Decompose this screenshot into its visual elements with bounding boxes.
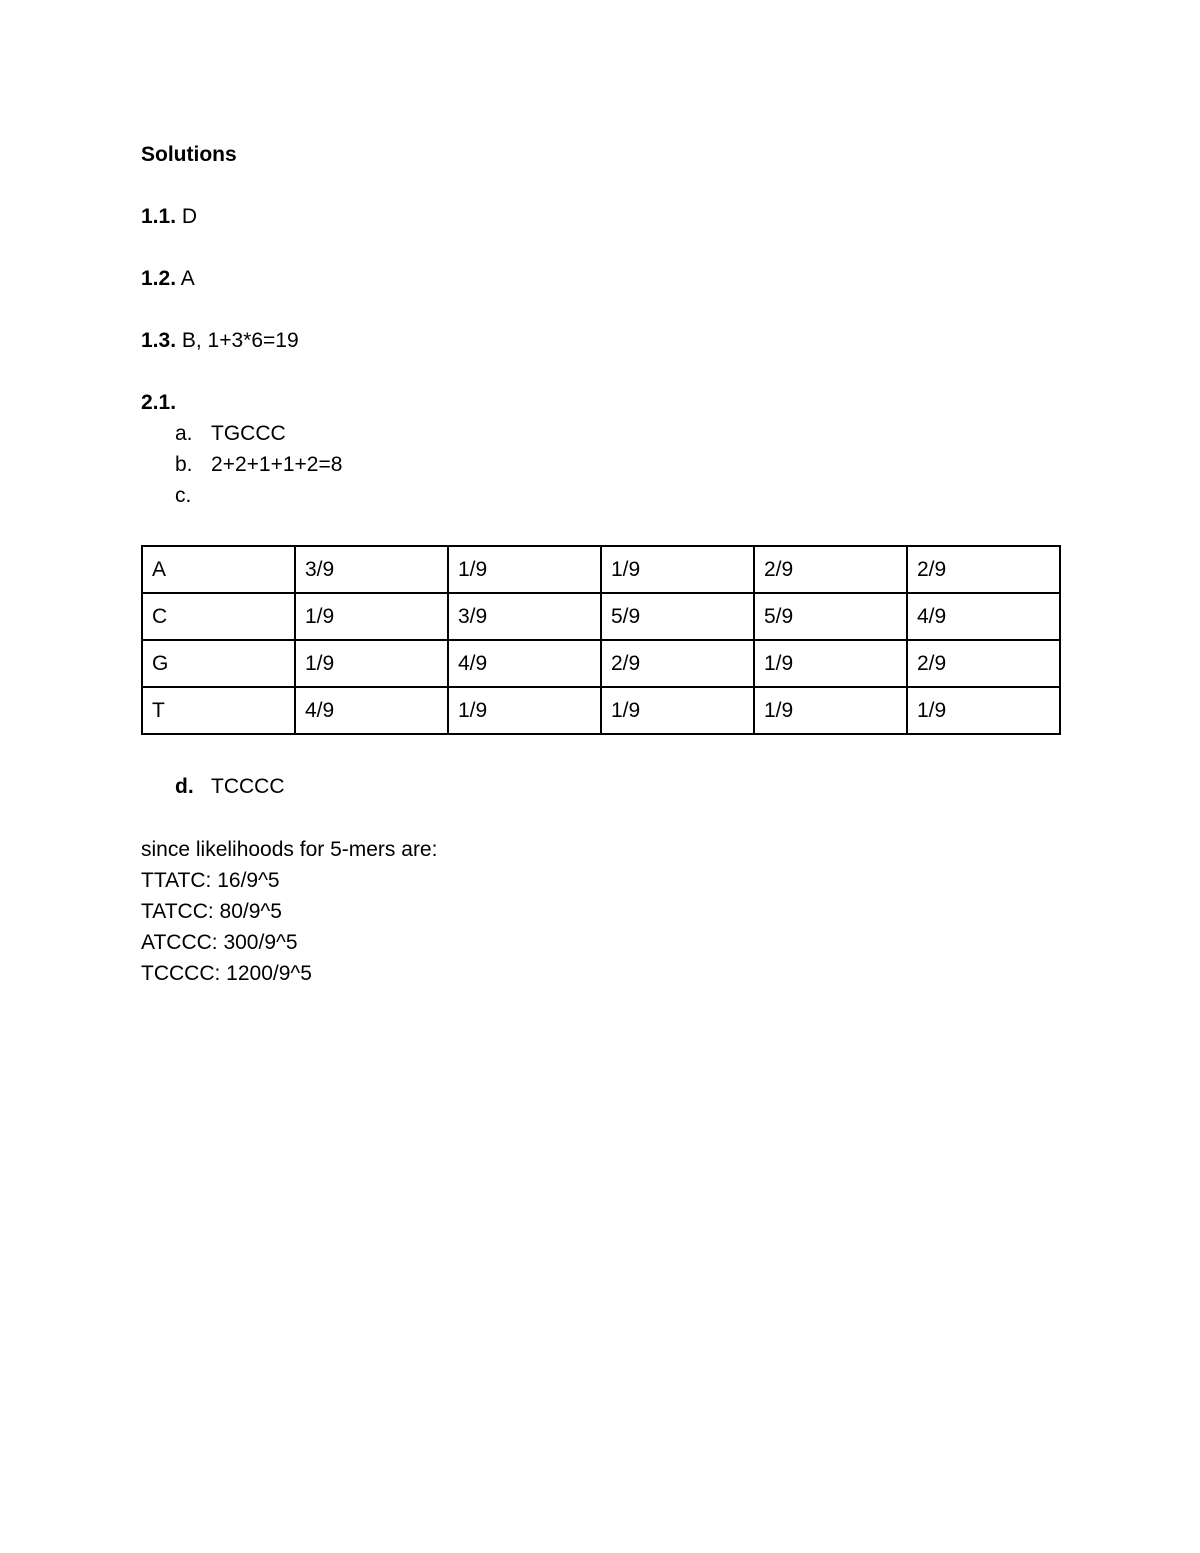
table-row (142, 546, 1060, 593)
table-row (142, 593, 1060, 640)
table-cell: 1/9 (601, 687, 754, 734)
table-cell: 4/9 (907, 593, 1060, 640)
table-cell: 5/9 (754, 593, 907, 640)
table-cell: 4/9 (448, 640, 601, 687)
likelihood-line: TCCCC: 1200/9^5 (141, 962, 312, 985)
answer-text: B, 1+3*6=19 (176, 329, 299, 352)
answer-1-2 (141, 267, 195, 291)
profile-table (141, 545, 1061, 735)
table-cell: 5/9 (601, 593, 754, 640)
question-2-1-number: 2.1. (141, 391, 177, 414)
table-cell: 1/9 (754, 640, 907, 687)
likelihood-line: TTATC: 16/9^5 (141, 869, 280, 892)
table-cell: 3/9 (295, 546, 448, 593)
answer-text: D (176, 205, 198, 228)
answer-text: A (176, 267, 195, 290)
likelihood-line: ATCCC: 300/9^5 (141, 931, 298, 954)
table-cell: 1/9 (907, 687, 1060, 734)
table-cell: C (142, 593, 295, 640)
table-cell: 3/9 (448, 593, 601, 640)
answer-number: 1.2. (141, 267, 177, 290)
table-cell: A (142, 546, 295, 593)
likelihoods-intro: since likelihoods for 5-mers are: (141, 838, 438, 861)
table-cell: 2/9 (907, 546, 1060, 593)
list-text: TCCCC (211, 775, 285, 798)
answer-number: 1.3. (141, 329, 177, 352)
table-cell: 1/9 (295, 593, 448, 640)
table-cell: 1/9 (295, 640, 448, 687)
table-cell: 4/9 (295, 687, 448, 734)
list-marker: b. (175, 453, 193, 476)
table-row (142, 640, 1060, 687)
list-marker: a. (175, 422, 193, 445)
answer-1-1 (141, 205, 197, 229)
answer-number: 1.1. (141, 205, 177, 228)
table-cell: 1/9 (754, 687, 907, 734)
table-cell: 1/9 (448, 687, 601, 734)
list-marker: c. (175, 484, 192, 507)
table-cell: 2/9 (601, 640, 754, 687)
list-marker: d. (175, 775, 194, 798)
list-text: TGCCC (211, 422, 286, 445)
table-cell: 1/9 (601, 546, 754, 593)
list-text: 2+2+1+1+2=8 (211, 453, 343, 476)
page-title: Solutions (141, 143, 237, 166)
table-cell: T (142, 687, 295, 734)
table-cell: 2/9 (754, 546, 907, 593)
table-cell: 2/9 (907, 640, 1060, 687)
answer-1-3 (141, 329, 299, 353)
table-cell: G (142, 640, 295, 687)
likelihood-line: TATCC: 80/9^5 (141, 900, 282, 923)
table-row (142, 687, 1060, 734)
table-cell: 1/9 (448, 546, 601, 593)
